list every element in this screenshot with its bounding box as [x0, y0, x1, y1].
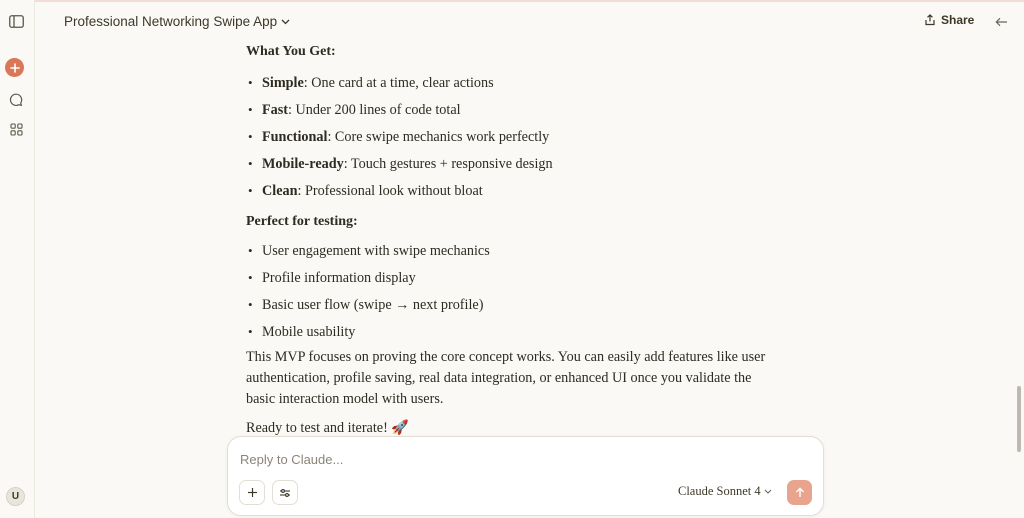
feature-desc: : One card at a time, clear actions	[303, 75, 494, 91]
feature-desc: : Touch gestures + responsive design	[343, 156, 553, 172]
feature-desc: : Core swipe mechanics work perfectly	[327, 129, 550, 145]
back-button[interactable]	[991, 12, 1011, 32]
share-label: Share	[941, 13, 975, 27]
summary-paragraph: This MVP focuses on proving the core concept works. You can easily add features like user authentication, profile saving, real data integration, or enhanced UI once you validate the basic interaction model with users.	[246, 349, 766, 407]
user-avatar[interactable]: U	[6, 487, 25, 506]
tools-button[interactable]	[272, 480, 298, 505]
heading-what-you-get: What You Get:	[246, 44, 336, 59]
chats-button[interactable]	[5, 89, 27, 111]
list-item: • User engagement with swipe mechanics	[246, 242, 490, 269]
list-item	[246, 128, 553, 155]
heading-testing: Perfect for testing:	[246, 214, 358, 229]
chevron-down-icon	[281, 19, 290, 25]
sliders-icon	[279, 488, 291, 498]
model-label: Claude Sonnet 4	[678, 484, 761, 498]
arrow-left-icon	[995, 17, 1008, 27]
model-selector[interactable]	[678, 484, 772, 499]
sidebar-toggle-button[interactable]	[5, 10, 27, 32]
send-button[interactable]	[787, 480, 812, 505]
feature-term: Clean	[262, 183, 298, 199]
list-item: • Basic user flow (swipe → next profile)	[246, 296, 490, 323]
grid-icon	[10, 123, 23, 136]
new-chat-button[interactable]	[5, 58, 24, 77]
plus-icon	[10, 63, 20, 73]
feature-desc: : Under 200 lines of code total	[288, 102, 461, 118]
reply-input[interactable]	[240, 449, 800, 469]
feature-term: Simple	[262, 75, 304, 91]
chat-title: Professional Networking Swipe App	[64, 14, 278, 29]
closing-line: Ready to test and iterate! 🚀	[246, 420, 410, 436]
feature-term: Mobile-ready	[262, 156, 344, 172]
sidebar-toggle-icon	[9, 15, 24, 28]
share-button[interactable]	[924, 13, 974, 27]
list-item	[246, 101, 553, 128]
features-list	[246, 74, 553, 209]
feature-term: Fast	[262, 102, 289, 118]
list-item: • Mobile usability	[246, 323, 490, 350]
add-attachment-button[interactable]	[239, 480, 265, 505]
list-item	[246, 155, 553, 182]
header	[36, 2, 1024, 40]
reply-composer	[227, 436, 824, 516]
projects-button[interactable]	[5, 118, 27, 140]
testing-list	[246, 242, 490, 350]
chevron-down-icon	[764, 489, 772, 494]
feature-desc: : Professional look without bloat	[297, 183, 483, 199]
scrollbar-thumb[interactable]	[1017, 386, 1021, 452]
chat-title-dropdown[interactable]	[64, 14, 290, 29]
share-icon	[924, 14, 936, 26]
list-item	[246, 74, 553, 101]
list-item: • Profile information display	[246, 269, 490, 296]
sidebar	[0, 0, 35, 518]
chat-bubble-icon	[9, 93, 23, 107]
plus-icon	[247, 487, 258, 498]
list-item	[246, 182, 553, 209]
feature-term: Functional	[262, 129, 328, 145]
arrow-up-icon	[795, 487, 805, 498]
